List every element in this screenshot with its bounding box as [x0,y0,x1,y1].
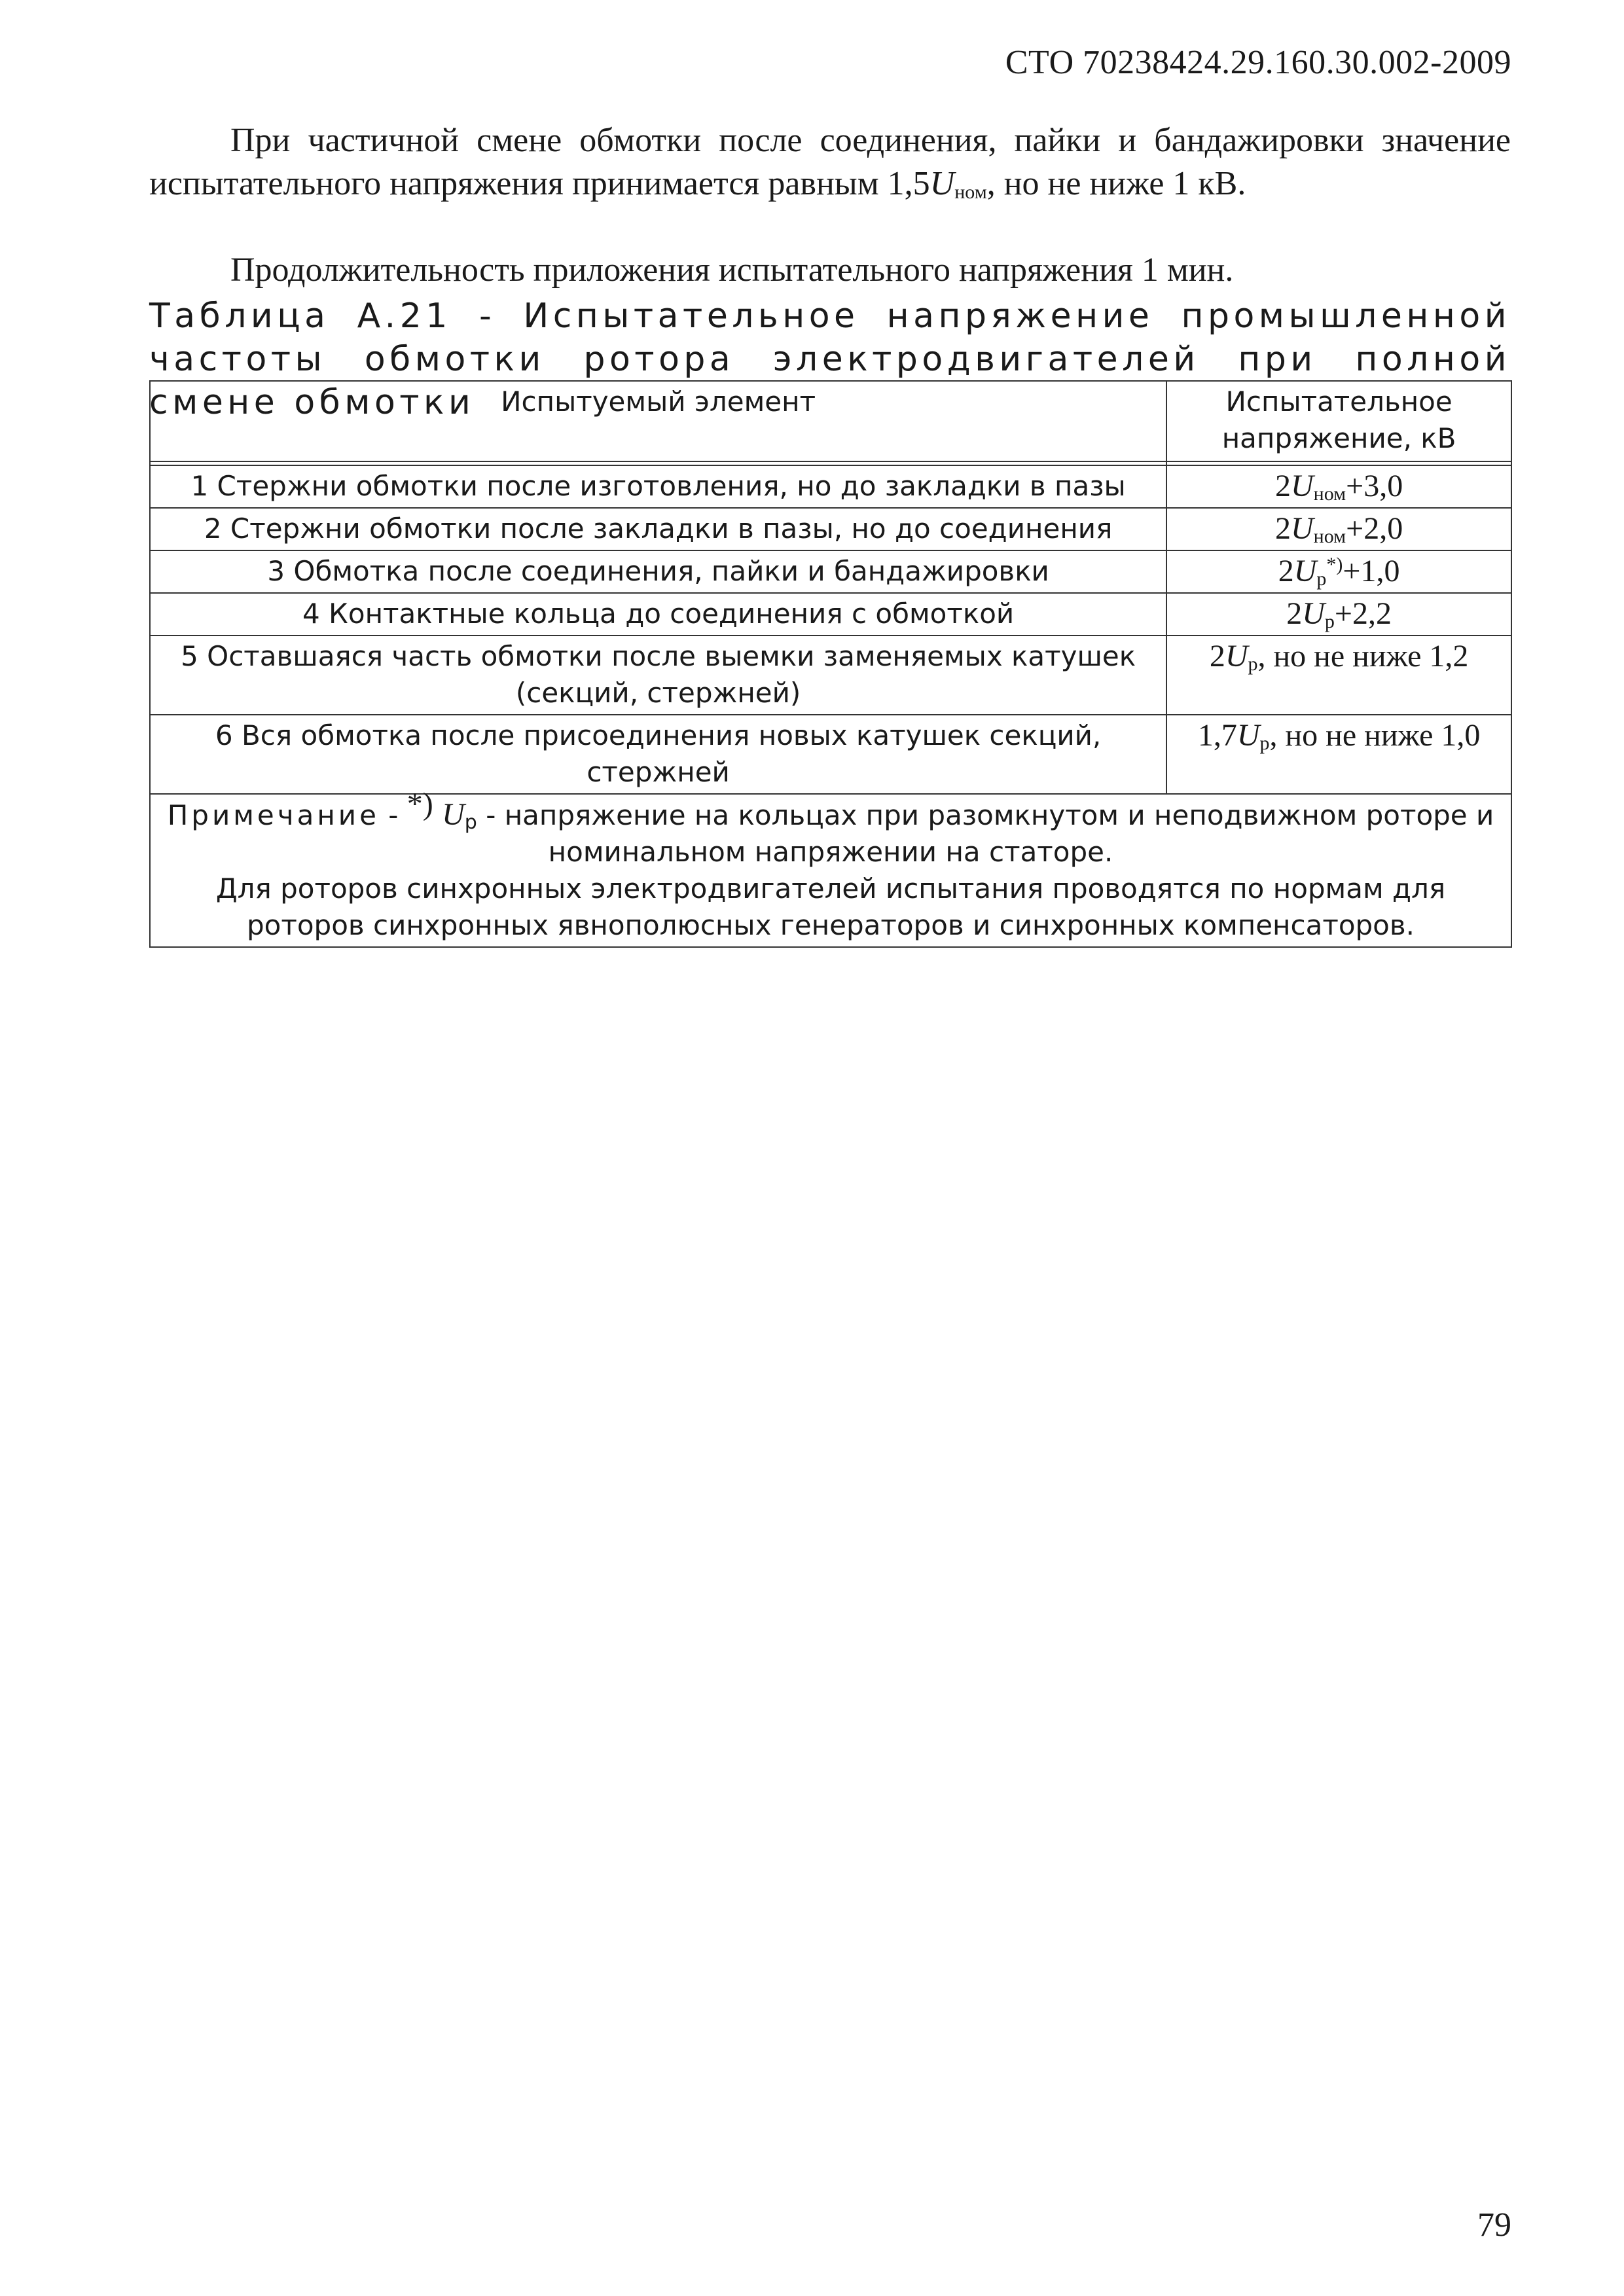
header-voltage: Испытательное напряжение, кВ [1166,381,1511,461]
row-element: 4 Контактные кольца до соединения с обмоткой [150,593,1166,636]
table-caption: Таблица А.21 - Испытательное напряжение промышленной частоты обмотки ротора электродвигателей при полной смене обмотки [149,296,1511,422]
row-voltage: $2U_р+2,2$ [1166,593,1511,636]
note-label: Примечание [167,799,380,831]
note-voltage-symbol: U [442,797,465,832]
row-element: 6 Вся обмотка после присоединения новых катушек секций, стержней [150,715,1166,794]
voltage-subscript: ном [954,181,987,203]
table-row [150,593,1511,636]
note-text-2: Для роторов синхронных электродвигателей испытания проводятся по нормам для роторов синхронных явнополюсных генераторов и синхронных компенсаторов. [215,872,1446,941]
paragraph-text-end: , но не ниже 1 кВ. [986,165,1246,202]
voltage-symbol: U [929,165,955,202]
row-voltage: $1,7U_р$, но не ниже 1,0 [1166,715,1511,794]
paragraph-text: При частичной смене обмотки после соединения, пайки и бандажировки значение испытательного напряжения принимается равным 1,5 [149,122,1511,202]
paragraph-partial-replacement [149,119,1511,206]
page-number: 79 [1477,2206,1511,2244]
row-element: 3 Обмотка после соединения, пайки и бандажировки [150,550,1166,593]
row-element: 5 Оставшаяся часть обмотки после выемки заменяемых катушек (секций, стержней) [150,636,1166,715]
table-header-row [150,381,1511,461]
table-note-row [150,794,1511,947]
header-element: Испытуемый элемент [150,381,1166,461]
table-row [150,636,1511,715]
note-text: - напряжение на кольцах при разомкнутом и неподвижном роторе и номинальном напряжении на статоре. [477,799,1494,868]
row-voltage: $2U_р^{*)}+1,0$ [1166,550,1511,593]
row-voltage: $2U_{ном}+2,0$ [1166,508,1511,550]
row-element: 2 Стержни обмотки после закладки в пазы, но до соединения [150,508,1166,550]
row-voltage: $2U_{ном}+3,0$ [1166,465,1511,508]
table-row [150,715,1511,794]
table-note: Примечание - *) $U_р$ - напряжение на кольцах при разомкнутом и неподвижном роторе и номинальном напряжении на статоре. Для роторов синхронных электродвигателей испытания проводятся по нормам для роторов синхронных явнополюсных генераторов и синхронных компенсаторов. [150,794,1511,947]
note-marker: *) [406,787,433,821]
document-code: СТО 70238424.29.160.30.002-2009 [1005,44,1511,81]
table-row [150,550,1511,593]
test-voltage-table [149,380,1512,948]
row-element: 1 Стержни обмотки после изготовления, но до закладки в пазы [150,465,1166,508]
row-voltage: $2U_р$, но не ниже 1,2 [1166,636,1511,715]
paragraph-duration: Продолжительность приложения испытательного напряжения 1 мин. [230,251,1234,289]
table-row [150,508,1511,550]
table-row [150,465,1511,508]
